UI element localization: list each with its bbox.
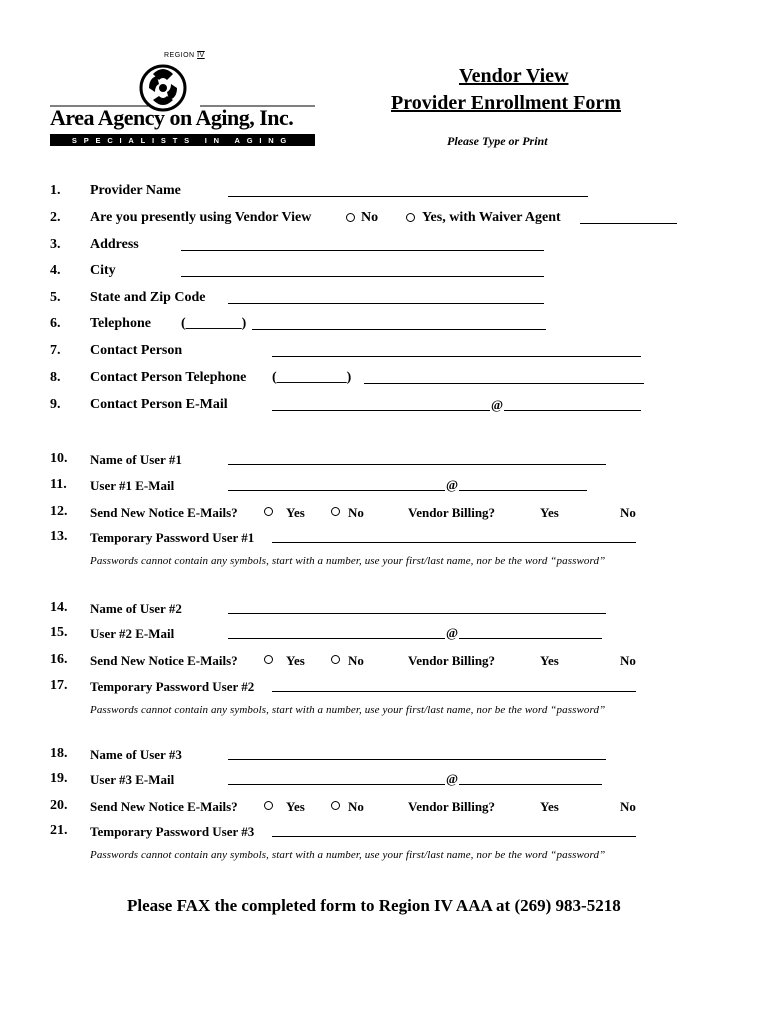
vendor-view-question-label: Are you presently using Vendor View [90,210,312,225]
user3-notice-label: Send New Notice E-Mails? [90,799,238,814]
form-title-line1: Vendor View [459,65,569,87]
user1-name-label: Name of User #1 [90,452,182,467]
field-number: 15. [50,625,68,640]
field-number: 7. [50,343,61,358]
user2-notice-no-radio[interactable] [331,655,340,664]
user2-vendor-billing-label: Vendor Billing? [408,653,496,668]
password-rules-note: Passwords cannot contain any symbols, start with a number, use your first/last name, nor be the word “password” [90,555,606,567]
field-number: 6. [50,316,61,331]
user3-name-label: Name of User #3 [90,747,182,762]
user1-name-field[interactable] [228,464,606,465]
user1-billing-yes-option[interactable]: Yes [540,505,559,520]
user3-notice-yes-label: Yes [286,799,305,814]
user2-email-user-field[interactable] [228,638,445,639]
contact-telephone-area-code-field[interactable]: (__________) [272,370,352,385]
telephone-area-code-field[interactable]: (________) [181,316,247,331]
user1-notice-yes-radio[interactable] [264,507,273,516]
user2-email-label: User #2 E-Mail [90,626,175,641]
user1-password-label: Temporary Password User #1 [90,530,255,545]
user1-notice-yes-label: Yes [286,505,305,520]
contact-email-label: Contact Person E-Mail [90,397,228,412]
user2-notice-yes-radio[interactable] [264,655,273,664]
user2-name-field[interactable] [228,613,606,614]
user1-email-label: User #1 E-Mail [90,478,175,493]
user3-password-field[interactable] [272,836,636,837]
form-subtitle: Please Type or Print [447,134,548,148]
user3-notice-yes-radio[interactable] [264,801,273,810]
user3-password-label: Temporary Password User #3 [90,824,255,839]
field-number: 9. [50,397,61,412]
field-number: 2. [50,210,61,225]
user1-billing-no-option[interactable]: No [620,505,636,520]
state-zip-field[interactable] [228,303,544,304]
city-field[interactable] [181,276,544,277]
waiver-agent-field[interactable] [580,223,677,224]
at-sign: @ [446,771,459,786]
user2-billing-no-option[interactable]: No [620,653,636,668]
field-number: 4. [50,263,61,278]
field-number: 18. [50,746,68,761]
user1-notice-no-radio[interactable] [331,507,340,516]
user3-email-domain-field[interactable] [459,784,602,785]
provider-name-field[interactable] [228,196,588,197]
field-number: 3. [50,237,61,252]
user2-notice-label: Send New Notice E-Mails? [90,653,238,668]
logo-org-name: Area Agency on Aging, Inc. [50,105,294,130]
field-number: 5. [50,290,61,305]
contact-person-label: Contact Person [90,343,183,358]
form-title-line2: Provider Enrollment Form [391,92,621,114]
address-label: Address [90,237,139,252]
telephone-field[interactable] [252,329,546,330]
user3-notice-no-label: No [348,799,364,814]
logo-region-label: REGION IV [164,52,205,59]
user3-billing-yes-option[interactable]: Yes [540,799,559,814]
user2-name-label: Name of User #2 [90,601,182,616]
field-number: 13. [50,529,68,544]
vendor-view-yes-radio[interactable] [406,213,415,222]
user2-notice-yes-label: Yes [286,653,305,668]
field-number: 17. [50,678,68,693]
user2-billing-yes-option[interactable]: Yes [540,653,559,668]
field-number: 10. [50,451,68,466]
provider-name-label: Provider Name [90,183,181,198]
contact-email-user-field[interactable] [272,410,490,411]
state-zip-label: State and Zip Code [90,290,206,305]
contact-person-field[interactable] [272,356,641,357]
field-number: 19. [50,771,68,786]
vendor-view-yes-label: Yes, with Waiver Agent [422,210,561,225]
password-rules-note: Passwords cannot contain any symbols, start with a number, use your first/last name, nor be the word “password” [90,704,606,716]
field-number: 21. [50,823,68,838]
user3-name-field[interactable] [228,759,606,760]
contact-email-domain-field[interactable] [504,410,641,411]
user2-notice-no-label: No [348,653,364,668]
user1-password-field[interactable] [272,542,636,543]
telephone-label: Telephone [90,316,151,331]
password-rules-note: Passwords cannot contain any symbols, start with a number, use your first/last name, nor be the word “password” [90,849,606,861]
user3-email-label: User #3 E-Mail [90,772,175,787]
field-number: 14. [50,600,68,615]
field-number: 20. [50,798,68,813]
user2-email-domain-field[interactable] [459,638,602,639]
field-number: 8. [50,370,61,385]
field-number: 1. [50,183,61,198]
at-sign: @ [491,397,504,412]
user1-vendor-billing-label: Vendor Billing? [408,505,496,520]
fax-instructions: Please FAX the completed form to Region IV AAA at (269) 983-5218 [127,896,621,915]
vendor-view-no-radio[interactable] [346,213,355,222]
field-number: 12. [50,504,68,519]
user3-vendor-billing-label: Vendor Billing? [408,799,496,814]
user2-password-field[interactable] [272,691,636,692]
contact-telephone-field[interactable] [364,383,644,384]
logo-tagline: SPECIALISTS IN AGING [50,134,315,146]
user1-email-domain-field[interactable] [459,490,587,491]
vendor-view-no-label: No [361,210,379,225]
field-number: 16. [50,652,68,667]
field-number: 11. [50,477,67,492]
at-sign: @ [446,477,459,492]
user2-password-label: Temporary Password User #2 [90,679,255,694]
user1-email-user-field[interactable] [228,490,445,491]
user3-billing-no-option[interactable]: No [620,799,636,814]
at-sign: @ [446,625,459,640]
user3-notice-no-radio[interactable] [331,801,340,810]
user1-notice-no-label: No [348,505,364,520]
city-label: City [90,263,116,278]
user1-notice-label: Send New Notice E-Mails? [90,505,238,520]
address-field[interactable] [181,250,544,251]
user3-email-user-field[interactable] [228,784,445,785]
contact-telephone-label: Contact Person Telephone [90,370,247,385]
